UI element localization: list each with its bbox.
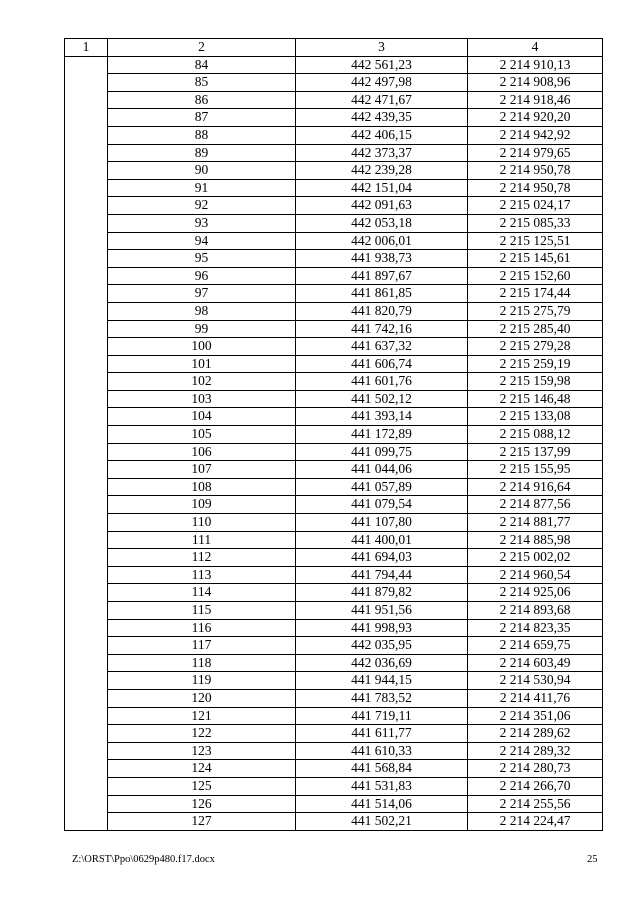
x-coordinate-cell: 441 172,89 <box>296 426 468 444</box>
x-coordinate-cell: 441 998,93 <box>296 619 468 637</box>
x-coordinate-cell: 441 879,82 <box>296 584 468 602</box>
table-row <box>65 144 603 162</box>
header-col-4: 4 <box>468 39 603 57</box>
x-coordinate-cell: 441 079,54 <box>296 496 468 514</box>
table-row <box>65 478 603 496</box>
header-col-3: 3 <box>296 39 468 57</box>
table-row <box>65 390 603 408</box>
x-coordinate-cell: 441 393,14 <box>296 408 468 426</box>
point-number-cell: 107 <box>108 461 296 479</box>
y-coordinate-cell: 2 214 603,49 <box>468 654 603 672</box>
y-coordinate-cell: 2 214 224,47 <box>468 813 603 831</box>
footer-page-number: 25 <box>587 854 598 865</box>
x-coordinate-cell: 442 497,98 <box>296 74 468 92</box>
point-number-cell: 123 <box>108 742 296 760</box>
point-number-cell: 127 <box>108 813 296 831</box>
point-number-cell: 116 <box>108 619 296 637</box>
point-number-cell: 106 <box>108 443 296 461</box>
y-coordinate-cell: 2 215 279,28 <box>468 338 603 356</box>
point-number-cell: 113 <box>108 566 296 584</box>
x-coordinate-cell: 441 514,06 <box>296 795 468 813</box>
table-row <box>65 126 603 144</box>
x-coordinate-cell: 442 151,04 <box>296 179 468 197</box>
y-coordinate-cell: 2 214 823,35 <box>468 619 603 637</box>
table-row <box>65 285 603 303</box>
point-number-cell: 104 <box>108 408 296 426</box>
table-row <box>65 549 603 567</box>
x-coordinate-cell: 441 610,33 <box>296 742 468 760</box>
y-coordinate-cell: 2 214 925,06 <box>468 584 603 602</box>
y-coordinate-cell: 2 214 411,76 <box>468 689 603 707</box>
x-coordinate-cell: 441 637,32 <box>296 338 468 356</box>
point-number-cell: 90 <box>108 162 296 180</box>
point-number-cell: 97 <box>108 285 296 303</box>
y-coordinate-cell: 2 215 002,02 <box>468 549 603 567</box>
table-row <box>65 619 603 637</box>
x-coordinate-cell: 442 471,67 <box>296 91 468 109</box>
point-number-cell: 89 <box>108 144 296 162</box>
point-number-cell: 126 <box>108 795 296 813</box>
table-row <box>65 232 603 250</box>
x-coordinate-cell: 441 794,44 <box>296 566 468 584</box>
point-number-cell: 102 <box>108 373 296 391</box>
point-number-cell: 124 <box>108 760 296 778</box>
x-coordinate-cell: 441 742,16 <box>296 320 468 338</box>
x-coordinate-cell: 441 938,73 <box>296 250 468 268</box>
x-coordinate-cell: 442 373,37 <box>296 144 468 162</box>
x-coordinate-cell: 441 694,03 <box>296 549 468 567</box>
x-coordinate-cell: 442 053,18 <box>296 214 468 232</box>
point-number-cell: 98 <box>108 302 296 320</box>
table-row <box>65 707 603 725</box>
y-coordinate-cell: 2 215 155,95 <box>468 461 603 479</box>
table-row <box>65 162 603 180</box>
table-row <box>65 355 603 373</box>
x-coordinate-cell: 441 820,79 <box>296 302 468 320</box>
x-coordinate-cell: 441 502,21 <box>296 813 468 831</box>
y-coordinate-cell: 2 214 908,96 <box>468 74 603 92</box>
table-row <box>65 338 603 356</box>
merged-col-1-cell <box>65 56 108 830</box>
table-row <box>65 56 603 74</box>
x-coordinate-cell: 441 601,76 <box>296 373 468 391</box>
point-number-cell: 120 <box>108 689 296 707</box>
y-coordinate-cell: 2 215 285,40 <box>468 320 603 338</box>
header-col-2: 2 <box>108 39 296 57</box>
y-coordinate-cell: 2 214 351,06 <box>468 707 603 725</box>
point-number-cell: 95 <box>108 250 296 268</box>
table-row <box>65 320 603 338</box>
x-coordinate-cell: 442 006,01 <box>296 232 468 250</box>
point-number-cell: 105 <box>108 426 296 444</box>
y-coordinate-cell: 2 214 659,75 <box>468 637 603 655</box>
table-row <box>65 672 603 690</box>
footer-file-path: Z:\ORST\Ppo\0629p480.f17.docx <box>72 854 215 865</box>
point-number-cell: 117 <box>108 637 296 655</box>
point-number-cell: 86 <box>108 91 296 109</box>
table-row <box>65 74 603 92</box>
x-coordinate-cell: 441 944,15 <box>296 672 468 690</box>
point-number-cell: 88 <box>108 126 296 144</box>
point-number-cell: 94 <box>108 232 296 250</box>
x-coordinate-cell: 441 951,56 <box>296 602 468 620</box>
x-coordinate-cell: 441 611,77 <box>296 725 468 743</box>
y-coordinate-cell: 2 214 893,68 <box>468 602 603 620</box>
point-number-cell: 109 <box>108 496 296 514</box>
y-coordinate-cell: 2 214 289,32 <box>468 742 603 760</box>
y-coordinate-cell: 2 214 942,92 <box>468 126 603 144</box>
y-coordinate-cell: 2 214 280,73 <box>468 760 603 778</box>
x-coordinate-cell: 442 239,28 <box>296 162 468 180</box>
point-number-cell: 84 <box>108 56 296 74</box>
table-row <box>65 514 603 532</box>
point-number-cell: 111 <box>108 531 296 549</box>
table-row <box>65 302 603 320</box>
table-row <box>65 602 603 620</box>
point-number-cell: 110 <box>108 514 296 532</box>
x-coordinate-cell: 441 531,83 <box>296 777 468 795</box>
header-col-1: 1 <box>65 39 108 57</box>
table-row <box>65 760 603 778</box>
y-coordinate-cell: 2 215 024,17 <box>468 197 603 215</box>
y-coordinate-cell: 2 214 916,64 <box>468 478 603 496</box>
y-coordinate-cell: 2 214 885,98 <box>468 531 603 549</box>
point-number-cell: 100 <box>108 338 296 356</box>
y-coordinate-cell: 2 214 920,20 <box>468 109 603 127</box>
x-coordinate-cell: 441 400,01 <box>296 531 468 549</box>
y-coordinate-cell: 2 215 159,98 <box>468 373 603 391</box>
y-coordinate-cell: 2 214 289,62 <box>468 725 603 743</box>
table-row <box>65 496 603 514</box>
x-coordinate-cell: 442 561,23 <box>296 56 468 74</box>
table-row <box>65 461 603 479</box>
y-coordinate-cell: 2 215 259,19 <box>468 355 603 373</box>
y-coordinate-cell: 2 214 979,65 <box>468 144 603 162</box>
y-coordinate-cell: 2 214 950,78 <box>468 179 603 197</box>
y-coordinate-cell: 2 214 950,78 <box>468 162 603 180</box>
point-number-cell: 114 <box>108 584 296 602</box>
y-coordinate-cell: 2 215 146,48 <box>468 390 603 408</box>
table-row <box>65 531 603 549</box>
table-row <box>65 654 603 672</box>
table-row <box>65 637 603 655</box>
y-coordinate-cell: 2 214 266,70 <box>468 777 603 795</box>
point-number-cell: 108 <box>108 478 296 496</box>
x-coordinate-cell: 441 861,85 <box>296 285 468 303</box>
point-number-cell: 87 <box>108 109 296 127</box>
y-coordinate-cell: 2 215 174,44 <box>468 285 603 303</box>
point-number-cell: 103 <box>108 390 296 408</box>
y-coordinate-cell: 2 214 255,56 <box>468 795 603 813</box>
y-coordinate-cell: 2 214 918,46 <box>468 91 603 109</box>
table-row <box>65 408 603 426</box>
y-coordinate-cell: 2 214 960,54 <box>468 566 603 584</box>
point-number-cell: 121 <box>108 707 296 725</box>
table-row <box>65 197 603 215</box>
point-number-cell: 96 <box>108 267 296 285</box>
point-number-cell: 99 <box>108 320 296 338</box>
y-coordinate-cell: 2 215 125,51 <box>468 232 603 250</box>
y-coordinate-cell: 2 215 133,08 <box>468 408 603 426</box>
x-coordinate-cell: 441 719,11 <box>296 707 468 725</box>
point-number-cell: 118 <box>108 654 296 672</box>
point-number-cell: 122 <box>108 725 296 743</box>
y-coordinate-cell: 2 215 152,60 <box>468 267 603 285</box>
x-coordinate-cell: 441 606,74 <box>296 355 468 373</box>
table-row <box>65 742 603 760</box>
table-row <box>65 795 603 813</box>
point-number-cell: 125 <box>108 777 296 795</box>
x-coordinate-cell: 442 036,69 <box>296 654 468 672</box>
coordinates-table <box>64 38 603 831</box>
table-row <box>65 373 603 391</box>
table-row <box>65 725 603 743</box>
y-coordinate-cell: 2 215 088,12 <box>468 426 603 444</box>
table-row <box>65 689 603 707</box>
table-row <box>65 214 603 232</box>
table-header-row <box>65 39 603 57</box>
x-coordinate-cell: 442 406,15 <box>296 126 468 144</box>
table-row <box>65 250 603 268</box>
x-coordinate-cell: 442 035,95 <box>296 637 468 655</box>
point-number-cell: 91 <box>108 179 296 197</box>
y-coordinate-cell: 2 215 085,33 <box>468 214 603 232</box>
x-coordinate-cell: 442 439,35 <box>296 109 468 127</box>
point-number-cell: 115 <box>108 602 296 620</box>
table-row <box>65 813 603 831</box>
table-row <box>65 267 603 285</box>
x-coordinate-cell: 441 897,67 <box>296 267 468 285</box>
table-row <box>65 109 603 127</box>
y-coordinate-cell: 2 215 275,79 <box>468 302 603 320</box>
x-coordinate-cell: 441 107,80 <box>296 514 468 532</box>
y-coordinate-cell: 2 214 881,77 <box>468 514 603 532</box>
table-row <box>65 179 603 197</box>
table-row <box>65 426 603 444</box>
x-coordinate-cell: 442 091,63 <box>296 197 468 215</box>
table-row <box>65 443 603 461</box>
x-coordinate-cell: 441 502,12 <box>296 390 468 408</box>
table-row <box>65 584 603 602</box>
table-row <box>65 566 603 584</box>
point-number-cell: 101 <box>108 355 296 373</box>
table-row <box>65 777 603 795</box>
x-coordinate-cell: 441 568,84 <box>296 760 468 778</box>
point-number-cell: 112 <box>108 549 296 567</box>
y-coordinate-cell: 2 214 877,56 <box>468 496 603 514</box>
y-coordinate-cell: 2 214 910,13 <box>468 56 603 74</box>
point-number-cell: 119 <box>108 672 296 690</box>
x-coordinate-cell: 441 057,89 <box>296 478 468 496</box>
point-number-cell: 85 <box>108 74 296 92</box>
point-number-cell: 93 <box>108 214 296 232</box>
y-coordinate-cell: 2 215 137,99 <box>468 443 603 461</box>
point-number-cell: 92 <box>108 197 296 215</box>
table-body <box>65 56 603 830</box>
x-coordinate-cell: 441 099,75 <box>296 443 468 461</box>
y-coordinate-cell: 2 214 530,94 <box>468 672 603 690</box>
table-row <box>65 91 603 109</box>
x-coordinate-cell: 441 044,06 <box>296 461 468 479</box>
x-coordinate-cell: 441 783,52 <box>296 689 468 707</box>
y-coordinate-cell: 2 215 145,61 <box>468 250 603 268</box>
